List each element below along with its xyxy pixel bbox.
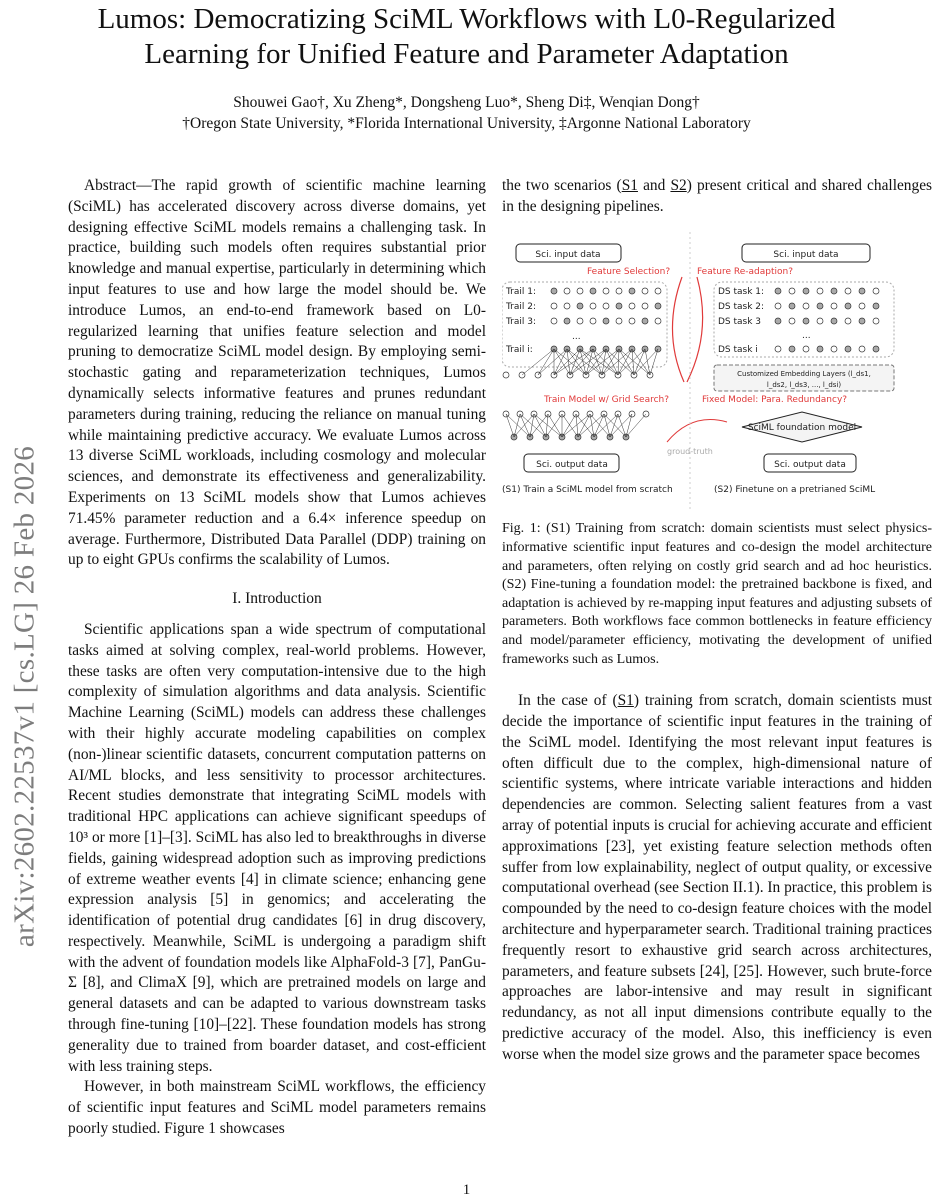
s1-link[interactable]: S1 bbox=[621, 177, 638, 194]
node bbox=[845, 303, 851, 309]
node bbox=[831, 303, 837, 309]
node bbox=[564, 303, 570, 309]
page-number: 1 bbox=[462, 1182, 471, 1198]
input-label-right: Sci. input data bbox=[773, 249, 839, 260]
body-paragraph bbox=[502, 691, 932, 1065]
embedding-label: Customized Embedding Layers (l_ds1, bbox=[737, 369, 871, 378]
s1-link[interactable]: S1 bbox=[617, 692, 634, 710]
continued-paragraph bbox=[502, 176, 932, 218]
node bbox=[629, 303, 635, 309]
foundation-label: SciML foundation model bbox=[747, 422, 857, 433]
ground-truth-label: groud-truth bbox=[667, 446, 713, 456]
node bbox=[577, 288, 583, 294]
node bbox=[590, 288, 596, 294]
text: the two scenarios ( bbox=[502, 177, 622, 194]
node bbox=[503, 372, 509, 378]
node bbox=[551, 303, 557, 309]
output-label-right: Sci. output data bbox=[774, 459, 846, 470]
node bbox=[845, 288, 851, 294]
node bbox=[803, 303, 809, 309]
node bbox=[859, 288, 865, 294]
redundancy-label: Fixed Model: Para. Redundancy? bbox=[702, 394, 848, 405]
authors: Shouwei Gao†, Xu Zheng*, Dongsheng Luo*, Sheng Di‡, Wenqian Dong† bbox=[233, 94, 700, 111]
node bbox=[564, 288, 570, 294]
text: In the case of ( bbox=[518, 692, 618, 710]
node bbox=[817, 318, 823, 324]
node bbox=[629, 288, 635, 294]
node bbox=[873, 288, 879, 294]
affiliations: †Oregon State University, *Florida International University, ‡Argonne National Laboratory bbox=[182, 115, 751, 132]
ds-task-ellipsis: ... bbox=[802, 330, 811, 341]
node bbox=[803, 346, 809, 352]
trail-label: Trail 1: bbox=[506, 286, 537, 297]
ds-task-label: DS task 1: bbox=[718, 286, 765, 297]
output-label-left: Sci. output data bbox=[536, 459, 608, 470]
title-line-2: Learning for Unified Feature and Parameter Adaptation bbox=[144, 38, 789, 70]
node bbox=[551, 288, 557, 294]
node bbox=[831, 346, 837, 352]
node bbox=[831, 318, 837, 324]
node bbox=[859, 346, 865, 352]
node bbox=[873, 346, 879, 352]
node bbox=[616, 288, 622, 294]
trail-label: Trail 3: bbox=[506, 316, 537, 327]
input-label-left: Sci. input data bbox=[535, 249, 601, 260]
node bbox=[629, 318, 635, 324]
ds-task-label: DS task i bbox=[718, 344, 758, 355]
node bbox=[616, 318, 622, 324]
node bbox=[817, 346, 823, 352]
figure-1 bbox=[502, 232, 922, 510]
node bbox=[817, 288, 823, 294]
left-column bbox=[68, 176, 486, 1140]
node bbox=[551, 318, 557, 324]
node bbox=[603, 288, 609, 294]
node bbox=[603, 303, 609, 309]
node bbox=[775, 318, 781, 324]
node bbox=[845, 318, 851, 324]
text: and bbox=[637, 177, 671, 194]
node bbox=[789, 346, 795, 352]
embedding-label: l_ds2, l_ds3, ..., l_dsi) bbox=[766, 380, 842, 389]
node bbox=[831, 288, 837, 294]
node bbox=[817, 303, 823, 309]
s2-link[interactable]: S2 bbox=[670, 177, 687, 194]
node bbox=[789, 318, 795, 324]
node bbox=[775, 346, 781, 352]
node bbox=[789, 303, 795, 309]
node bbox=[789, 288, 795, 294]
node bbox=[616, 303, 622, 309]
text: ) present critical and shared challenges in the designing pipelines. bbox=[502, 177, 933, 215]
ds-task-label: DS task 2: bbox=[718, 301, 765, 312]
node bbox=[603, 318, 609, 324]
node bbox=[859, 318, 865, 324]
intro-paragraph-2: However, in both mainstream SciML workflows, the efficiency of scientific input features and SciML model parameters remains poorly studied. Figure 1 showcases bbox=[68, 1078, 486, 1138]
node bbox=[655, 318, 661, 324]
node bbox=[642, 318, 648, 324]
node bbox=[775, 288, 781, 294]
feature-readaption-label: Feature Re-adaption? bbox=[697, 266, 793, 277]
figure-caption: Fig. 1: (S1) Training from scratch: domain scientists must select physics-informative scientific input features and co-design the model architecture and parameters, often relying on costly grid search and ad hoc heuristics. (S2) Fine-tuning a foundation model: the pretrained backbone is fixed, and adaptation is achieved by re-mapping input features and adjusting subsets of parameters. Both workflows face common bottlenecks in feature efficiency and model/parameter efficiency, motivating the development of unified frameworks such as Lumos. bbox=[502, 521, 932, 667]
trail-ellipsis: ... bbox=[572, 331, 581, 342]
red-arrows bbox=[672, 277, 702, 382]
paper-title bbox=[0, 2, 933, 72]
node bbox=[642, 288, 648, 294]
node bbox=[655, 303, 661, 309]
ground-truth-curve bbox=[667, 419, 727, 442]
node bbox=[590, 303, 596, 309]
node bbox=[590, 318, 596, 324]
intro-paragraph-1: Scientific applications span a wide spectrum of computational tasks aimed at solving complex, real-world problems. However, these tasks are often very computation-intensive due to the high complexity of simulation algorithms and data analysis. Scientific Machine Learning (SciML) models can address these challenges with their highly accurate modeling capabilities on complex (non-)linear scientific datasets, concurrent computation patterns on AI/ML blocks, and less sensitivity to processor architectures. Recent studies demonstrate that integrating SciML models with traditional HPC applications can achieve significant speedups of 10³ or more [1]–[3]. SciML has also led to breakthroughs in diverse fields, gaining widespread adoption such as improving predictions of extreme weather events [4] in climate science; enhancing gene expression analysis [5] in genomics; and accelerating the identification of potential drug candidates [6] in drug discovery, respectively. Meanwhile, SciML is undergoing a paradigm shift with the advent of foundation models like AlphaFold-3 [7], PanGu-Σ [8], and ClimaX [9], which are pretrained models on large and general datasets and can be adapted to various downstream tasks through fine-tuning [10]–[22]. These foundation models has strong generality due to trained from boarder dataset, and cost-efficient with less training steps. bbox=[68, 620, 486, 1075]
right-column bbox=[502, 176, 932, 1065]
text: ) training from scratch, domain scientists must decide the importance of scientific input features in the training of the SciML model. Identifying the most relevant input features is often difficult due to the complex, high-dimensional nature of scientific systems, where intricate variable interactions and hidden dependencies are common. Selecting salient features from a vast array of potential inputs is crucial for achieving accurate and efficient approximations [23], yet existing feature selection methods often suffer from low explainability, neglect of output quality, or excessive computational overhead (see Section II.1). In practice, this problem is compounded by the need to co-design feature choices with the model architecture and hyperparameter search. Traditional training practices frequently resort to exhaustive grid search across architectures, parameters, and feature subsets [24], [25]. However, such brute-force approaches are labor-intensive and may result in significant redundancy, as not all input dimensions contribute equally to the predictive accuracy of the model. Also, this inefficiency is even worse when the model size grows and the parameter space becomes bbox=[502, 692, 932, 1063]
node bbox=[655, 288, 661, 294]
abstract: Abstract—The rapid growth of scientific machine learning (SciML) has accelerated discovery across diverse domains, yet designing effective SciML models remains a challenging task. In practice, building such models often requires substantial prior knowledge and manual expertise, particularly in determining which input features to use and how large the model should be. We introduce Lumos, an end-to-end framework based on L0-regularized learning that unifies feature selection and model pruning to democratize SciML model design. By employing semi-stochastic gating and reparameterization techniques, Lumos dynamically selects informative features and prunes redundant parameters during training, reducing the reliance on manual tuning while maintaining predictive accuracy. We evaluate Lumos across 13 diverse SciML workloads, including cosmology and molecular sciences, and demonstrate its effectiveness and generalizability. Experiments on 13 SciML models show that Lumos achieves 71.45% parameter reduction and a 6.4× inference speedup on average. Furthermore, Distributed Data Parallel (DDP) training on up to eight GPUs confirms the scalability of Lumos. bbox=[68, 177, 486, 569]
node bbox=[577, 303, 583, 309]
section-heading: I. Introduction bbox=[232, 590, 322, 608]
arxiv-identifier: arXiv:2602.22537v1 [cs.LG] 26 Feb 2026 bbox=[8, 445, 41, 948]
s1-label: (S1) Train a SciML model from scratch bbox=[502, 484, 673, 495]
node bbox=[845, 346, 851, 352]
node bbox=[642, 303, 648, 309]
author-block bbox=[0, 92, 933, 134]
title-line-1: Lumos: Democratizing SciML Workflows with L0-Regularized bbox=[97, 3, 836, 35]
trail-label: Trail 2: bbox=[506, 301, 537, 312]
node bbox=[873, 303, 879, 309]
node bbox=[873, 318, 879, 324]
node bbox=[577, 318, 583, 324]
grid-search-label: Train Model w/ Grid Search? bbox=[544, 394, 670, 405]
node bbox=[803, 318, 809, 324]
node bbox=[775, 303, 781, 309]
s2-label: (S2) Finetune on a pretrianed SciML bbox=[714, 484, 876, 495]
node bbox=[859, 303, 865, 309]
feature-selection-label: Feature Selection? bbox=[587, 266, 671, 277]
ds-task-label: DS task 3 bbox=[718, 316, 762, 327]
node bbox=[803, 288, 809, 294]
trail-label: Trail i: bbox=[506, 344, 533, 355]
node bbox=[564, 318, 570, 324]
